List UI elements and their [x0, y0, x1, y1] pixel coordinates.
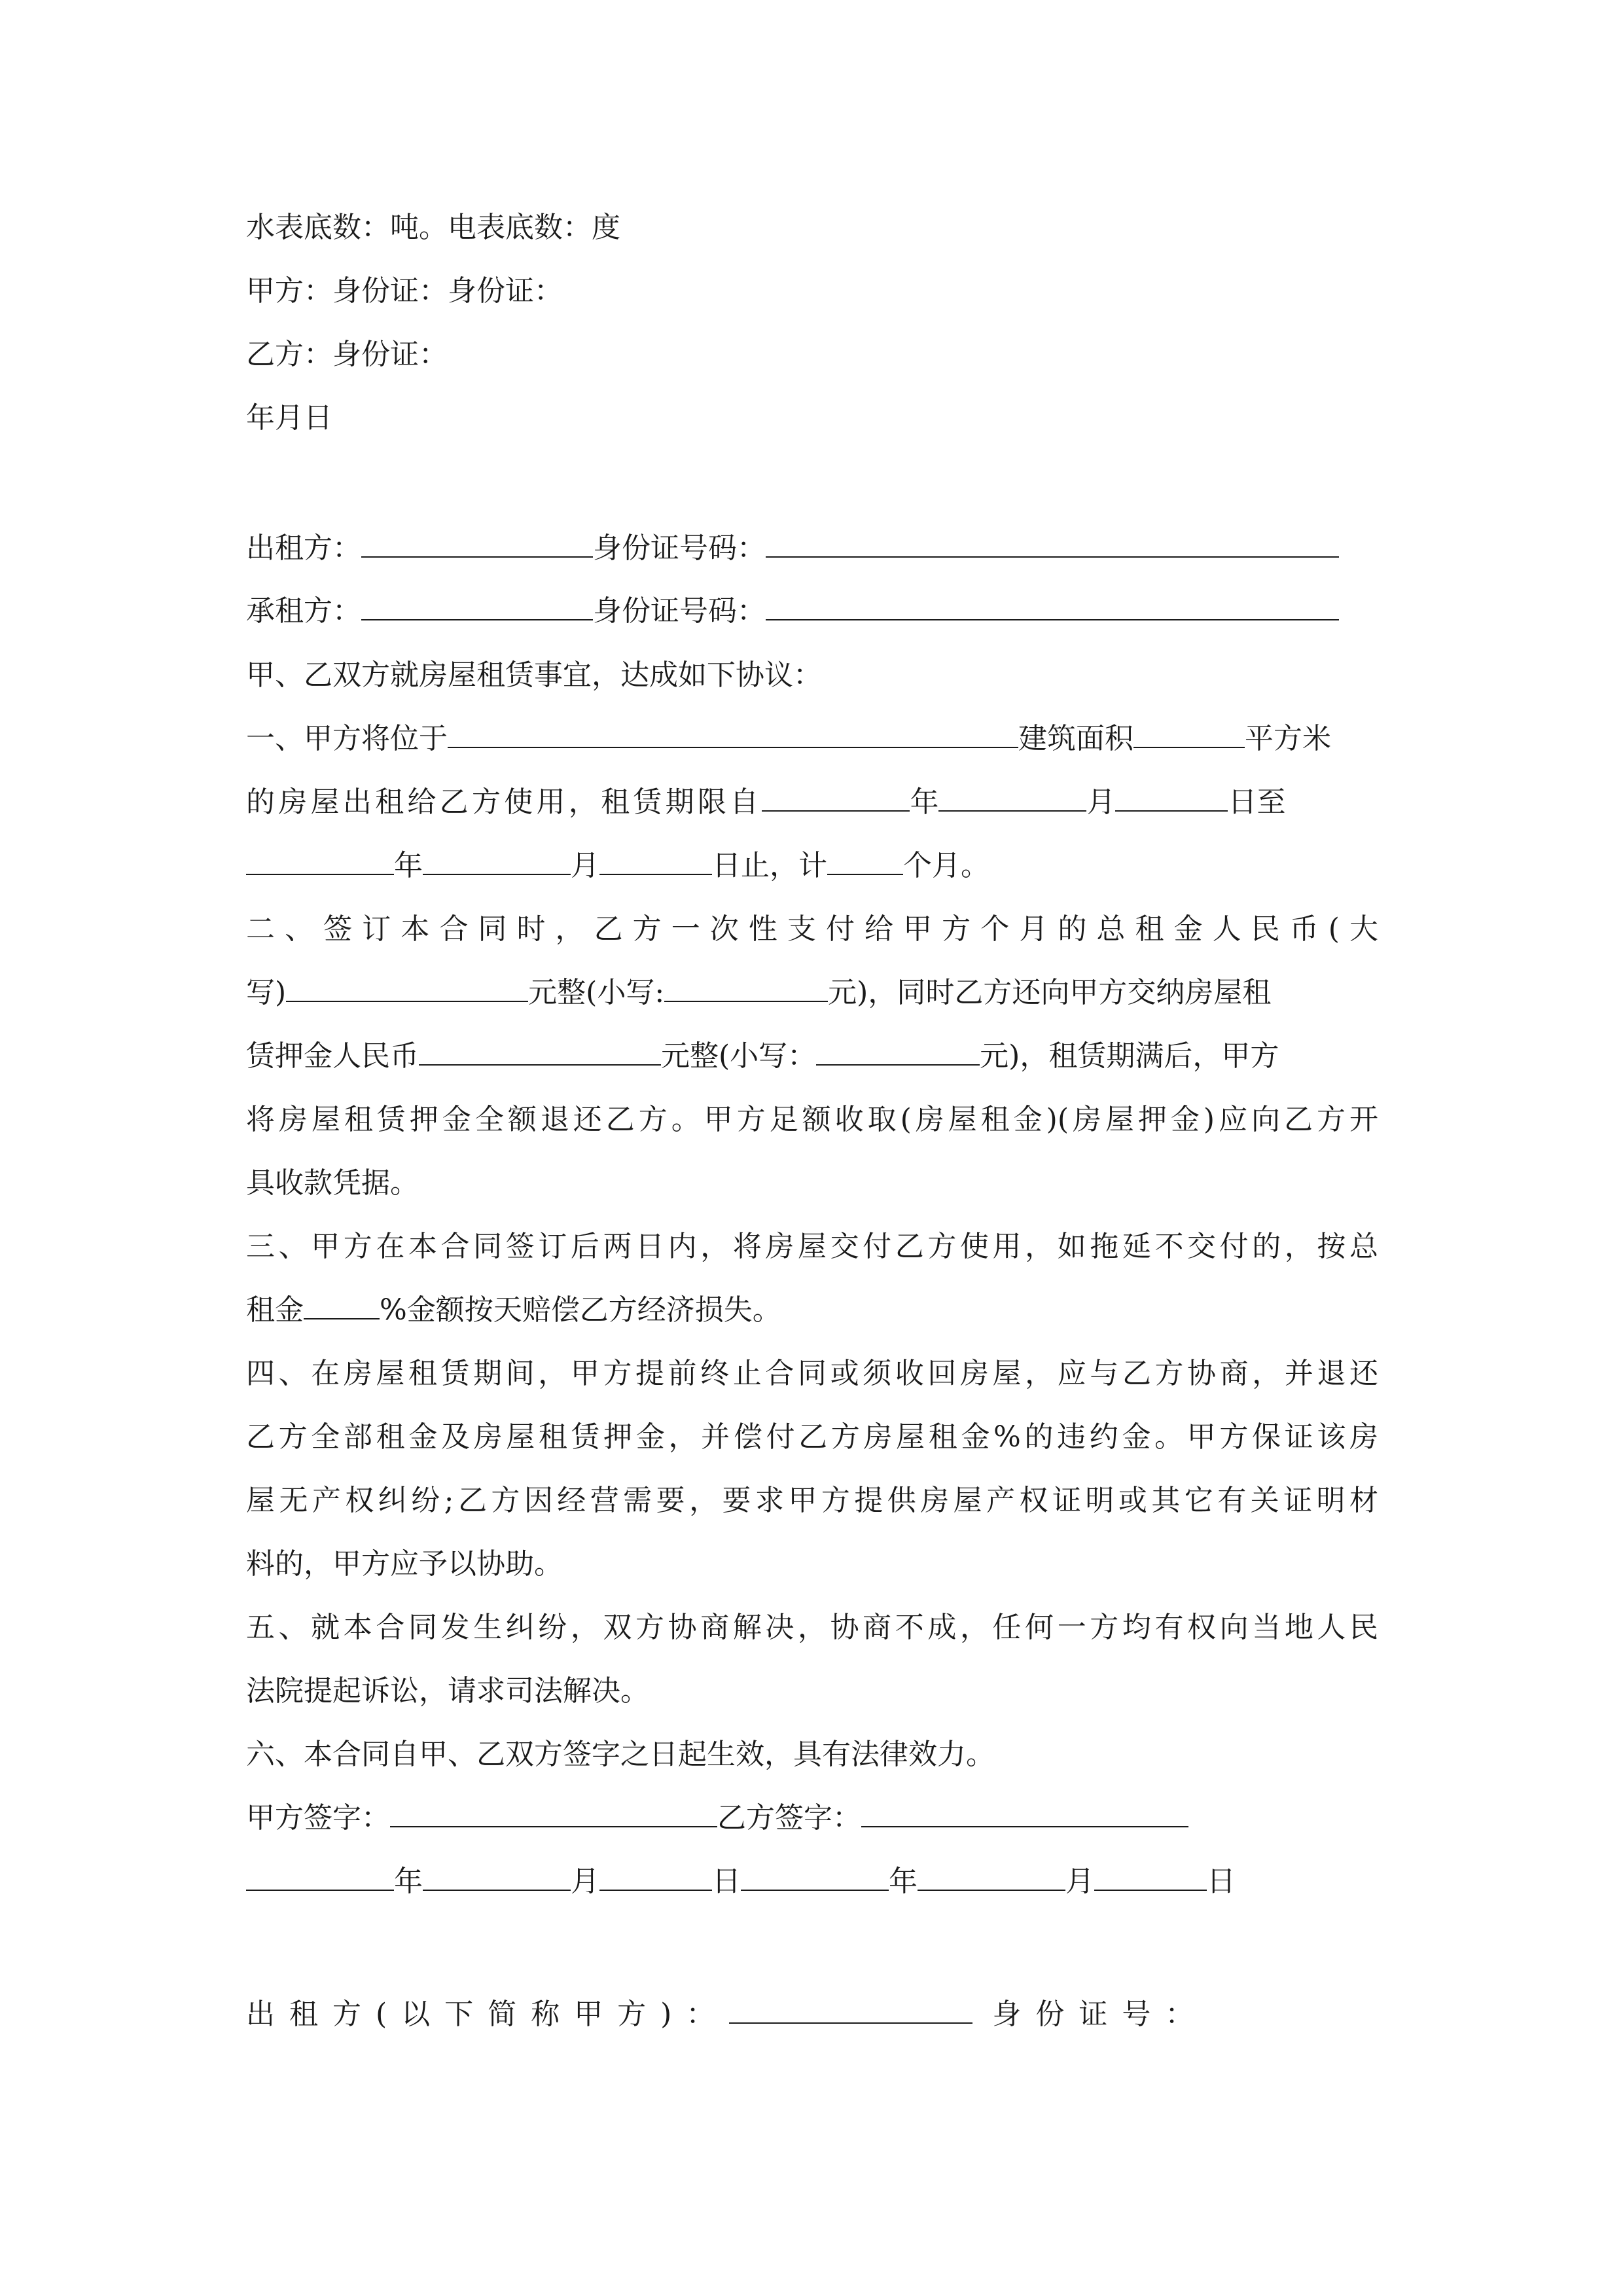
rent-uppercase-blank[interactable] — [286, 975, 528, 1002]
clause-4-line-4 — [246, 1545, 1378, 1584]
clause-1-line-3 — [246, 846, 1378, 886]
party-a-day-blank[interactable] — [599, 1863, 712, 1891]
party-b-year-blank[interactable] — [741, 1863, 889, 1891]
end-day-blank[interactable] — [599, 848, 712, 875]
start-year-blank[interactable] — [762, 784, 910, 812]
clause-1-text-c: 平方米 — [1245, 722, 1331, 755]
clause-1-text-d: 的房屋出租给乙方使用，租赁期限自 — [246, 785, 762, 819]
lessor-name-blank[interactable] — [361, 530, 593, 558]
clause-6-text: 六、本合同自甲、乙双方签字之日起生效，具有法律效力。 — [246, 1738, 995, 1771]
lessee-id-blank[interactable] — [766, 593, 1339, 620]
year-label: 年 — [394, 1865, 423, 1898]
clause-5-line-1 — [246, 1608, 1378, 1647]
lessee-label: 承租方： — [246, 594, 361, 628]
party-a-signature-blank[interactable] — [390, 1800, 717, 1827]
day-to-label: 日至 — [1228, 785, 1286, 819]
end-year-blank[interactable] — [246, 848, 394, 875]
clause-2-text-2b: 元整(小写: — [528, 976, 665, 1009]
clause-1-line-2 — [246, 783, 1378, 822]
clause-3-text-1: 三、甲方在本合同签订后两日内，将房屋交付乙方使用，如拖延不交付的，按总 — [246, 1230, 1378, 1263]
lessor-abbrev-label: 出租方(以下简称甲方)： — [246, 1998, 730, 2031]
year-label: 年 — [394, 849, 423, 882]
clause-2-line-5 — [246, 1164, 1378, 1203]
clause-1-text-a: 一、甲方将位于 — [246, 722, 448, 755]
clause-2-line-4 — [246, 1100, 1378, 1139]
clause-2-line-1 — [246, 910, 1378, 949]
clause-1-line-1 — [246, 719, 1378, 759]
clause-5-text-1: 五、就本合同发生纠纷，双方协商解决，协商不成，任何一方均有权向当地人民 — [246, 1611, 1378, 1644]
year-label: 年 — [889, 1865, 918, 1898]
party-a-id-text: 甲方：身份证：身份证： — [246, 274, 563, 308]
lessor-abbrev-blank[interactable] — [729, 1996, 972, 2024]
clause-3-text-2a: 租金 — [246, 1293, 304, 1327]
clause-2-text-3b: 元整(小写： — [661, 1039, 817, 1073]
clause-5-line-2 — [246, 1672, 1378, 1711]
agreement-intro-line — [246, 656, 1378, 695]
lessor-id-blank[interactable] — [766, 530, 1339, 558]
clause-4-line-1 — [246, 1354, 1378, 1393]
party-a-month-blank[interactable] — [423, 1863, 571, 1891]
lessee-line — [246, 592, 1378, 631]
clause-6-line — [246, 1735, 1378, 1774]
clause-4-text-2: 乙方全部租金及房屋租赁押金，并偿付乙方房屋租金%的违约金。甲方保证该房 — [246, 1420, 1378, 1454]
day-until-label: 日止，计 — [712, 849, 827, 882]
month-label: 月 — [1086, 785, 1116, 819]
day-label: 日 — [712, 1865, 741, 1898]
meter-readings-line — [246, 208, 1378, 247]
lessee-name-blank[interactable] — [361, 593, 593, 620]
party-b-day-blank[interactable] — [1094, 1863, 1207, 1891]
lessor-id-number-label: 身份证号： — [992, 1998, 1209, 2031]
deposit-lowercase-blank[interactable] — [816, 1038, 980, 1066]
meter-readings-text: 水表底数：吨。电表底数：度 — [246, 211, 620, 244]
party-b-month-blank[interactable] — [918, 1863, 1065, 1891]
clause-2-line-2 — [246, 973, 1378, 1013]
date-text: 年月日 — [246, 401, 332, 435]
clause-4-text-3: 屋无产权纠纷;乙方因经营需要，要求甲方提供房屋产权证明或其它有关证明材 — [246, 1484, 1378, 1517]
clause-2-text-1: 二、签订本合同时，乙方一次性支付给甲方个月的总租金人民币(大 — [246, 912, 1378, 946]
signature-date-line — [246, 1862, 1378, 1901]
agreement-intro-text: 甲、乙双方就房屋租赁事宜，达成如下协议： — [246, 658, 822, 692]
date-line — [246, 399, 1378, 438]
deposit-uppercase-blank[interactable] — [419, 1038, 661, 1066]
floor-area-blank[interactable] — [1133, 721, 1245, 748]
clause-2-text-2a: 写) — [246, 976, 287, 1009]
month-label: 月 — [571, 1865, 599, 1898]
lessor-label: 出租方： — [246, 531, 361, 565]
day-label: 日 — [1207, 1865, 1236, 1898]
clause-4-text-4: 料的，甲方应予以协助。 — [246, 1547, 563, 1581]
party-b-id-line — [246, 335, 1378, 374]
party-b-signature-blank[interactable] — [861, 1800, 1188, 1827]
lessee-id-label: 身份证号码： — [593, 594, 766, 628]
months-label: 个月。 — [903, 849, 990, 882]
clause-1-text-b: 建筑面积 — [1018, 722, 1133, 755]
clause-5-text-2: 法院提起诉讼，请求司法解决。 — [246, 1674, 649, 1708]
clause-3-text-2b: %金额按天赔偿乙方经济损失。 — [380, 1293, 781, 1327]
start-day-blank[interactable] — [1115, 784, 1228, 812]
lessor-abbrev-line — [246, 1995, 1378, 2034]
lessor-id-label: 身份证号码： — [593, 531, 766, 565]
clause-4-text-1: 四、在房屋租赁期间，甲方提前终止合同或须收回房屋，应与乙方协商，并退还 — [246, 1357, 1378, 1390]
clause-2-text-3a: 赁押金人民币 — [246, 1039, 419, 1073]
start-month-blank[interactable] — [938, 784, 1086, 812]
clause-4-line-3 — [246, 1481, 1378, 1520]
clause-2-text-4: 将房屋租赁押金全额退还乙方。甲方足额收取(房屋租金)(房屋押金)应向乙方开 — [246, 1103, 1378, 1136]
party-a-year-blank[interactable] — [246, 1863, 394, 1891]
party-a-id-line — [246, 272, 1378, 311]
signature-line — [246, 1799, 1378, 1838]
rent-lowercase-blank[interactable] — [664, 975, 828, 1002]
month-label: 月 — [571, 849, 599, 882]
party-b-signature-label: 乙方签字： — [717, 1801, 861, 1835]
lessor-line — [246, 529, 1378, 568]
year-label: 年 — [910, 785, 939, 819]
clause-2-text-3c: 元)，租赁期满后，甲方 — [980, 1039, 1279, 1073]
clause-2-text-5: 具收款凭据。 — [246, 1166, 419, 1200]
end-month-blank[interactable] — [423, 848, 571, 875]
party-a-signature-label: 甲方签字： — [246, 1801, 390, 1835]
property-location-blank[interactable] — [448, 721, 1018, 748]
clause-2-line-3 — [246, 1037, 1378, 1076]
clause-3-line-1 — [246, 1227, 1378, 1266]
total-months-blank[interactable] — [827, 848, 903, 875]
penalty-percent-blank[interactable] — [304, 1292, 380, 1319]
party-b-id-text: 乙方：身份证： — [246, 338, 448, 371]
clause-4-line-2 — [246, 1418, 1378, 1457]
month-label: 月 — [1065, 1865, 1094, 1898]
clause-3-line-2 — [246, 1291, 1378, 1330]
clause-2-text-2c: 元)，同时乙方还向甲方交纳房屋租 — [828, 976, 1272, 1009]
